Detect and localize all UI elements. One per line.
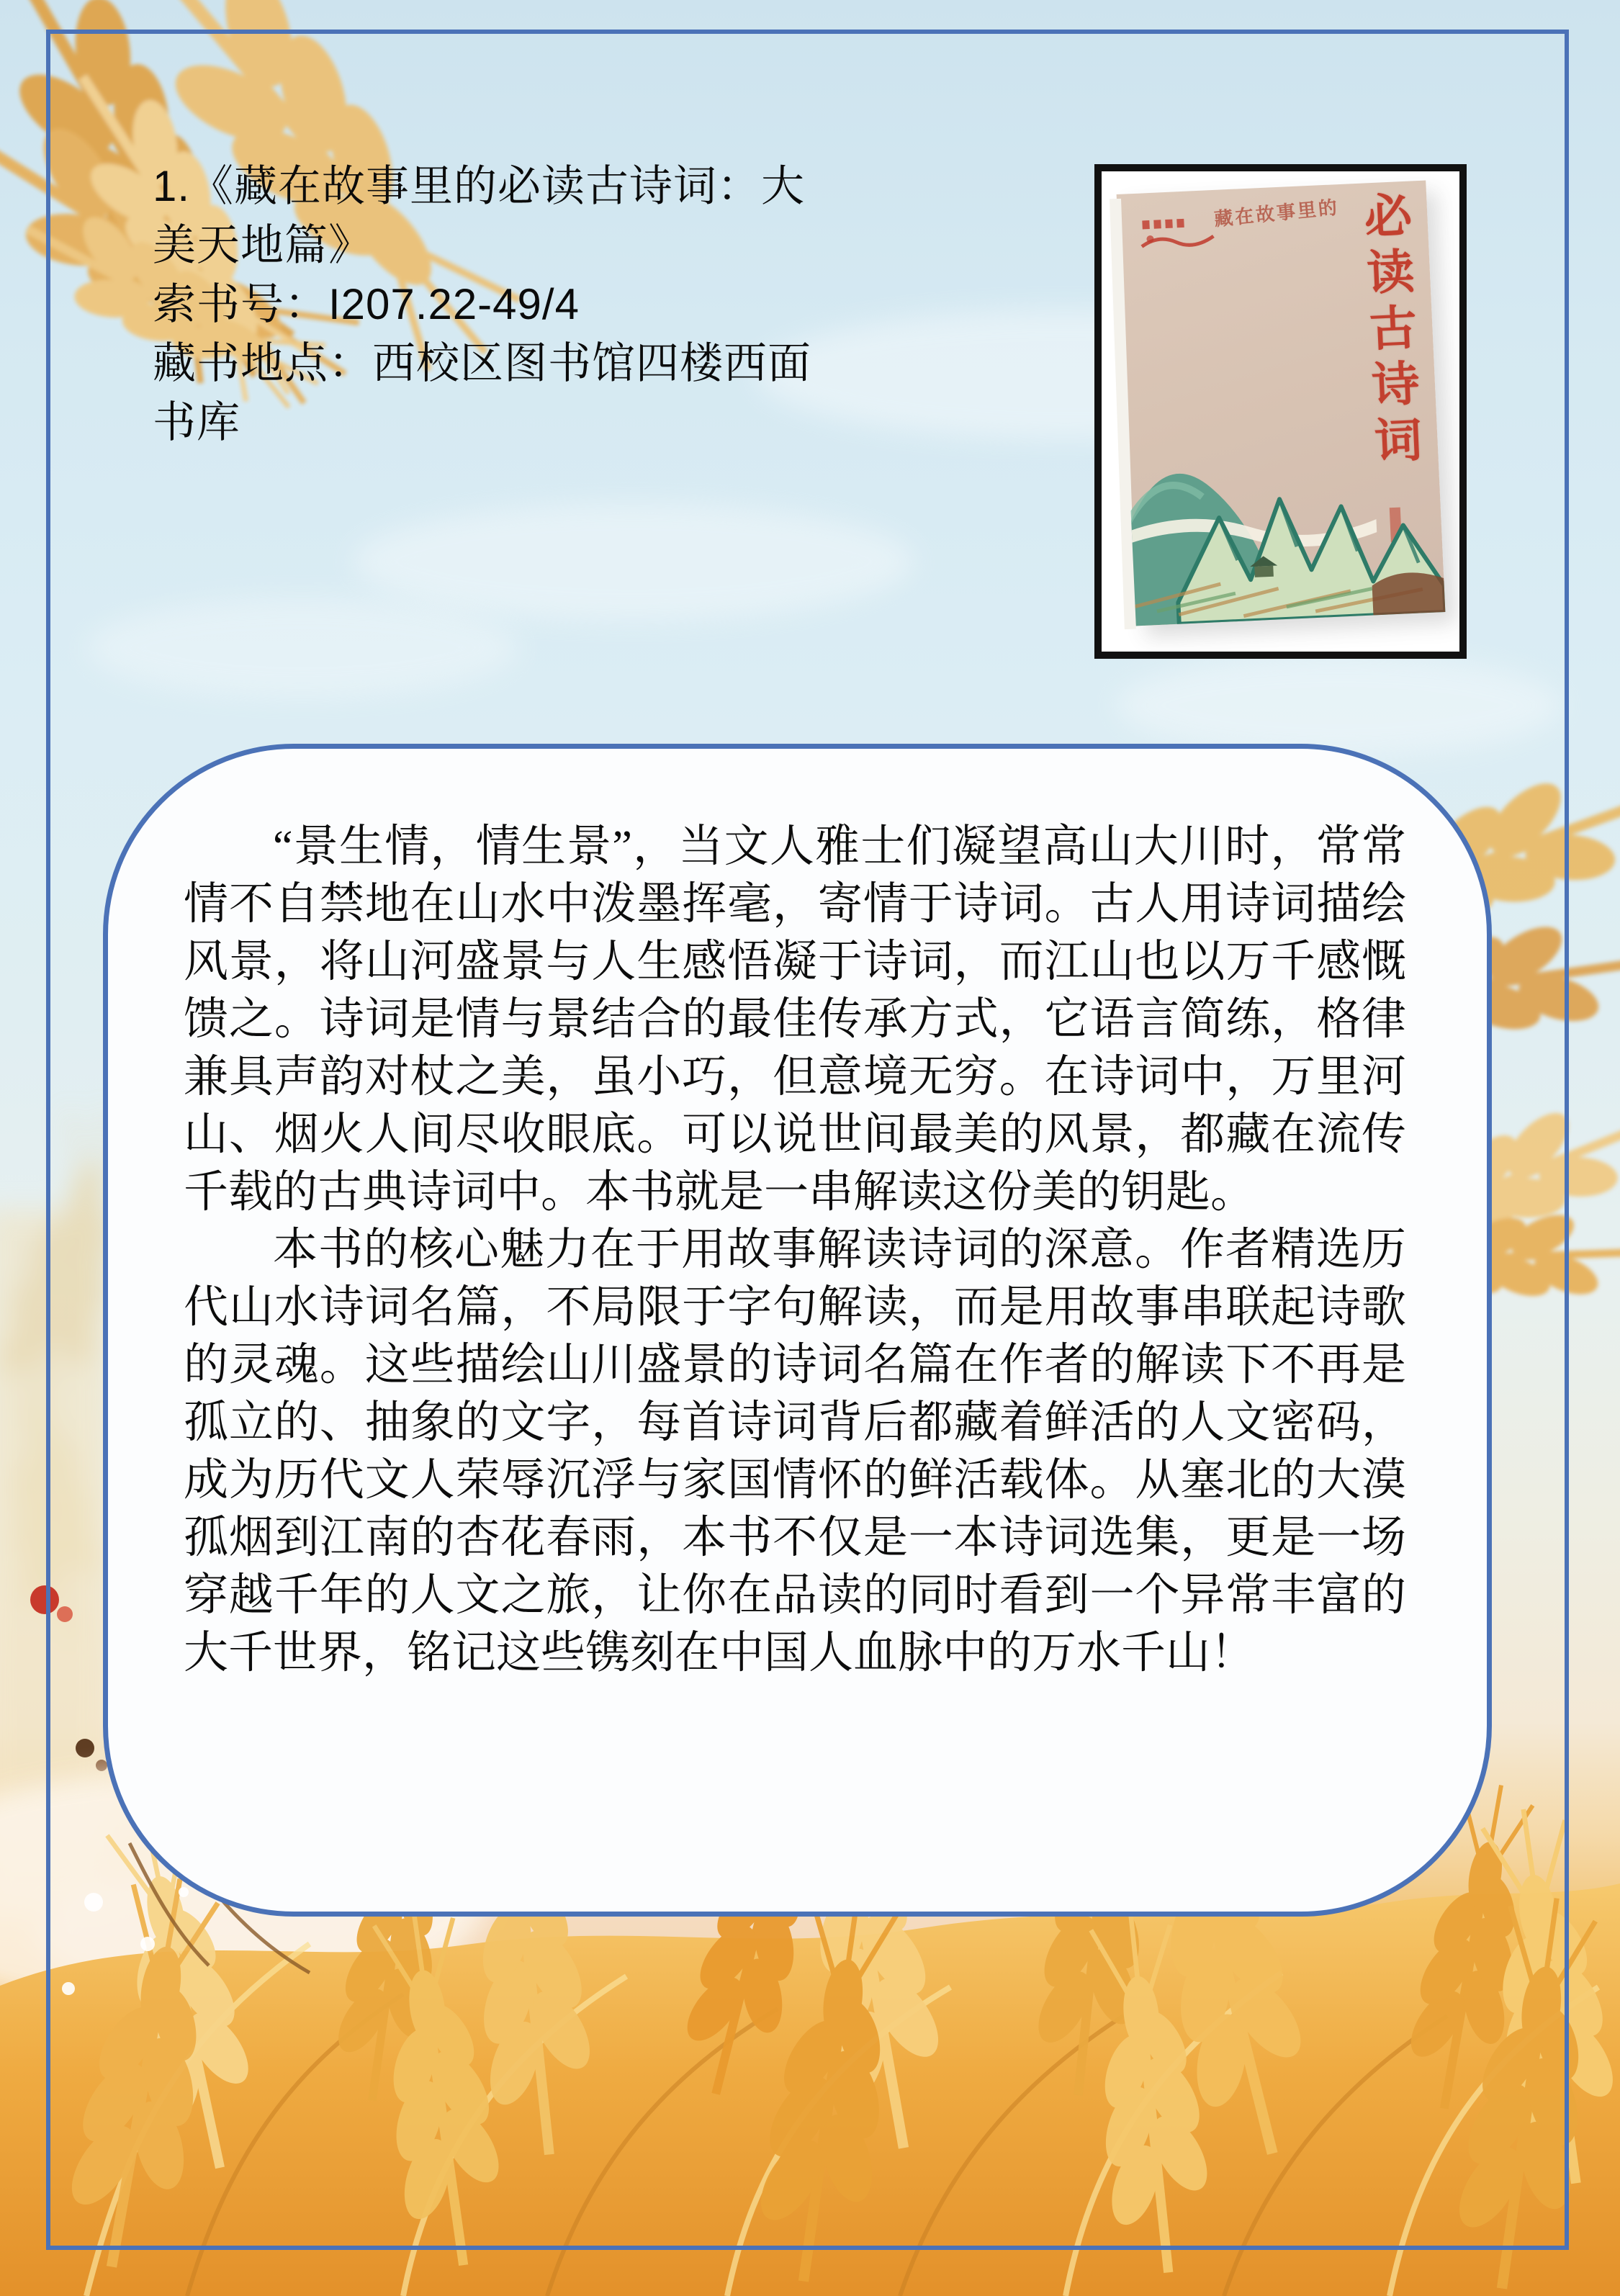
cover-title-vertical: 必读古诗词 — [1355, 189, 1421, 473]
book-cover-photo — [1094, 164, 1467, 659]
photo-background — [1102, 171, 1459, 652]
call-number: 索书号：I207.22-49/4 — [153, 280, 580, 328]
location: 藏书地点：西校区图书馆四楼西面书库 — [153, 339, 811, 446]
book-title: 1.《藏在故事里的必读古诗词：大美天地篇》 — [153, 162, 806, 269]
book-info-block — [153, 157, 837, 452]
description-paragraph-1: “景生情，情生景”，当文人雅士们凝望高山大川时，常常情不自禁地在山水中泼墨挥毫，寄情于诗词。古人用诗词描绘风景，将山河盛景与人生感悟凝于诗词，而江山也以万千感慨馈之。诗词是情与景结合的最佳传承方式，它语言简练，格律兼具声韵对杖之美，虽小巧，但意境无穷。在诗词中，万里河山、烟火人间尽收眼底。可以说世间最美的风景，都藏在流传千载的古典诗词中。本书就是一串解读这份美的钥匙。 — [184, 822, 1406, 1217]
cover-series-text: 藏在故事里的 — [1213, 197, 1341, 230]
description-card — [103, 744, 1492, 1917]
publisher-logo-mark — [1138, 215, 1219, 261]
book-cover — [1117, 181, 1446, 626]
description-paragraph-2: 本书的核心魅力在于用故事解读诗词的深意。作者精选历代山水诗词名篇，不局限于字句解读，而是用故事串联起诗歌的灵魂。这些描绘山川盛景的诗词名篇在作者的解读下不再是孤立的、抽象的文字，每首诗词背后都藏着鲜活的人文密码，成为历代文人荣辱沉浮与家国情怀的鲜活载体。从塞北的大漠孤烟到江南的杏花春雨，本书不仅是一本诗词选集，更是一场穿越千年的人文之旅，让你在品读的同时看到一个异常丰富的大千世界，铭记这些镌刻在中国人血脉中的万水千山！ — [184, 1225, 1406, 1678]
cover-mountain-art — [1127, 407, 1445, 626]
